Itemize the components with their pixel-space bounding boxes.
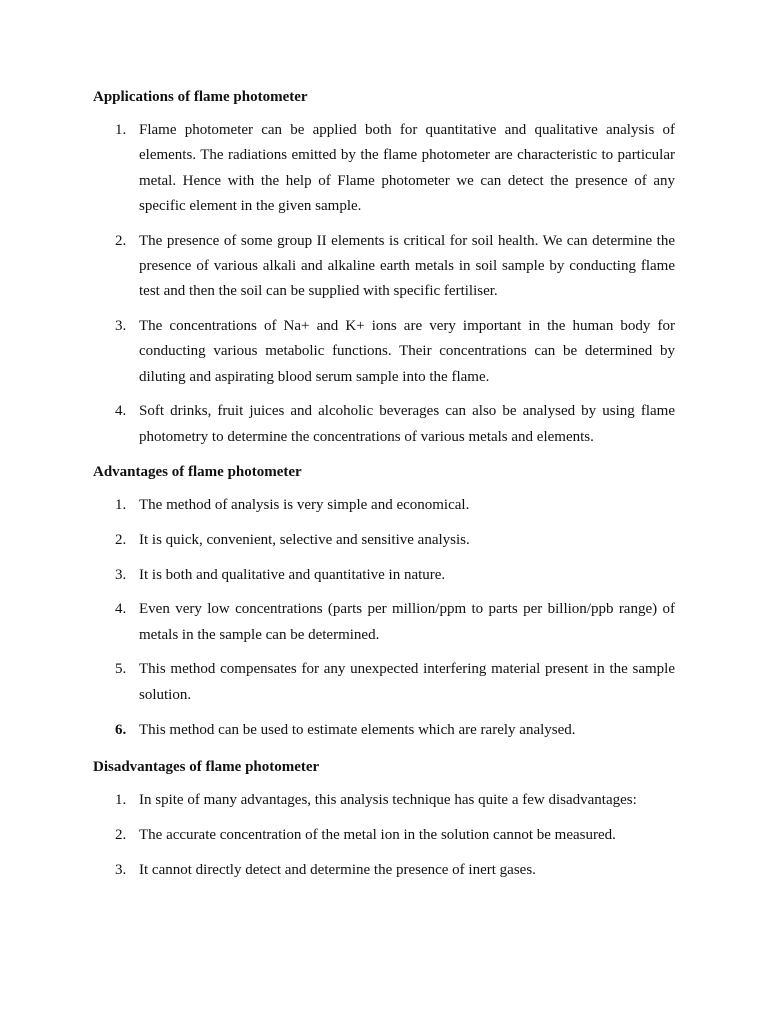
item-text: The accurate concentration of the metal ion in the solution cannot be measured. [139,826,616,843]
list-item [93,823,675,848]
advantages-list [93,493,675,752]
list-item [93,229,675,305]
item-number: 3. [115,566,127,583]
list-item [93,788,675,813]
list-item [93,597,675,648]
item-text: It is both and qualitative and quantitative in nature. [139,566,446,583]
item-number: 2. [115,232,127,249]
item-text: This method can be used to estimate elements which are rarely analysed. [139,721,576,738]
item-text: Flame photometer can be applied both for quantitative and qualitative analysis of elements. The radiations emitted by the flame photometer are characteristic to particular metal. Hence with the help of Flame photometer we can detect the presence of any specific element in the given sample. [139,122,675,214]
list-item [93,399,675,450]
item-number: 4. [115,601,127,618]
item-text: Even very low concentrations (parts per million/ppm to parts per billion/ppb range) of metals in the sample can be determined. [139,601,675,643]
item-number: 2. [115,531,127,548]
list-item [93,118,675,219]
item-number: 1. [115,792,127,808]
item-text: The presence of some group II elements is critical for soil health. We can determine the presence of various alkali and alkaline earth metals in soil sample by conducting flame test and then the soil can be supplied with specific fertiliser. [139,232,675,300]
item-text: The concentrations of Na+ and K+ ions are very important in the human body for conducting various metabolic functions. Their concentrations can be determined by diluting and aspirating blood serum sample into the flame. [139,318,675,385]
item-number: 2. [115,826,127,843]
item-number: 4. [115,403,127,420]
item-text: It is quick, convenient, selective and sensitive analysis. [139,531,470,548]
item-number: 6. [115,721,127,738]
item-number: 5. [115,661,127,678]
item-number: 1. [115,497,127,513]
item-number: 3. [115,861,127,878]
list-item [93,563,675,588]
advantages-heading: Advantages of flame photometer [93,464,302,480]
item-number: 3. [115,318,127,335]
item-text: Soft drinks, fruit juices and alcoholic beverages can also be analysed by using flame photometry to determine the concentrations of various metals and elements. [139,403,675,445]
list-item [93,718,675,743]
item-text: In spite of many advantages, this analysis technique has quite a few disadvantages: [139,792,637,808]
disadvantages-list [93,788,675,892]
list-item [93,858,675,883]
list-item [93,657,675,708]
list-item [93,493,675,518]
item-number: 1. [115,122,127,138]
list-item [93,528,675,553]
applications-heading: Applications of flame photometer [93,89,308,105]
applications-list [93,118,675,460]
disadvantages-heading: Disadvantages of flame photometer [93,759,320,775]
item-text: It cannot directly detect and determine the presence of inert gases. [139,861,536,878]
item-text: The method of analysis is very simple and economical. [139,497,470,513]
item-text: This method compensates for any unexpected interfering material present in the sample solution. [139,661,675,703]
list-item [93,314,675,390]
